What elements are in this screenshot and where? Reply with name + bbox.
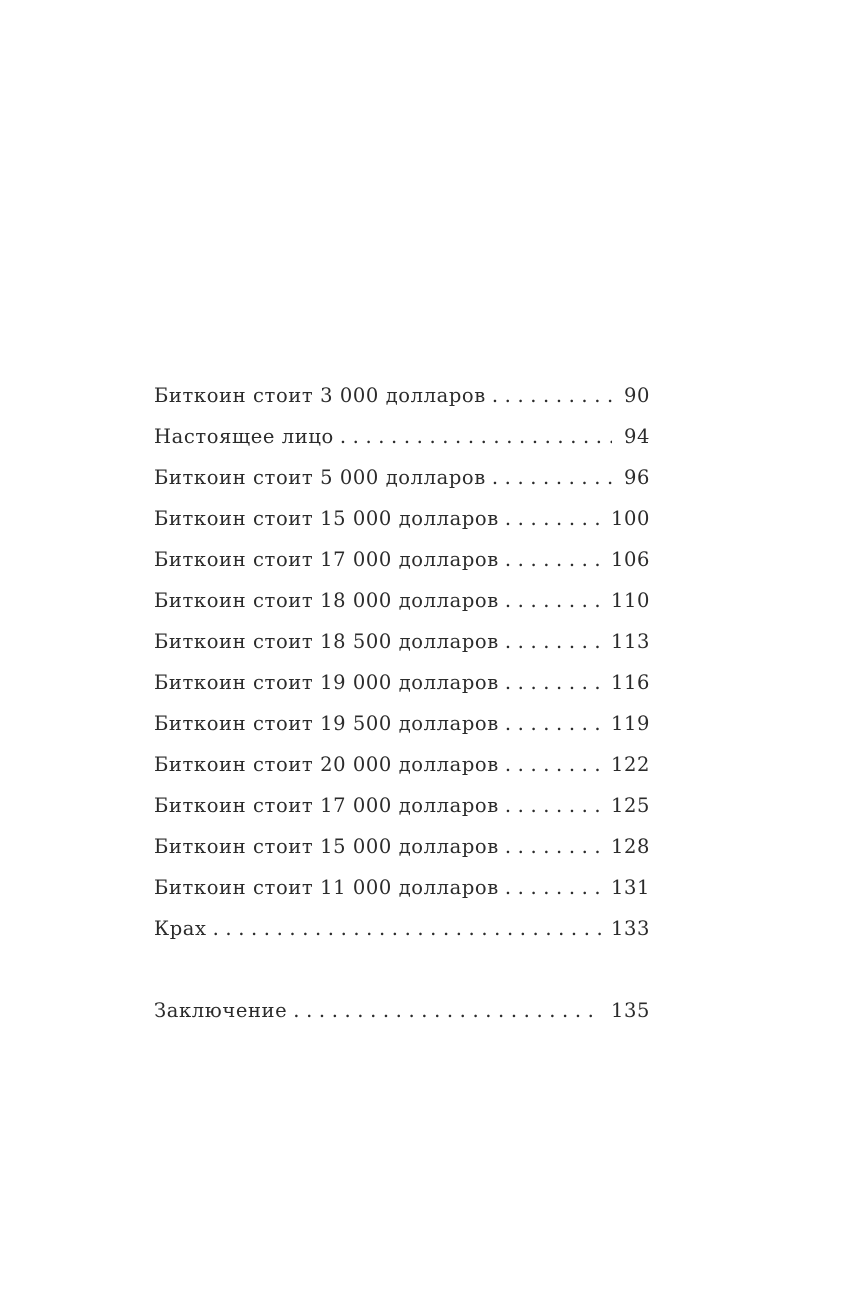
toc-dot-leader	[505, 580, 601, 621]
toc-entry-page: 116	[610, 671, 650, 694]
toc-entry-title: Биткоин стоит 5 000 долларов	[154, 466, 486, 489]
toc-entry-page: 135	[610, 999, 650, 1022]
toc-entry-title: Биткоин стоит 3 000 долларов	[154, 384, 486, 407]
toc-entry-title: Биткоин стоит 11 000 долларов	[154, 876, 499, 899]
toc-entry-title: Крах	[154, 917, 207, 940]
toc-entry-title: Биткоин стоит 17 000 долларов	[154, 794, 499, 817]
toc-entry-page: 100	[610, 507, 650, 530]
toc-dot-leader	[505, 703, 601, 744]
toc-entry	[154, 990, 650, 1031]
toc-dot-leader	[505, 539, 601, 580]
toc-entry	[154, 498, 650, 539]
toc-entry	[154, 621, 650, 662]
toc-entry-page: 119	[610, 712, 650, 735]
toc-dot-leader	[213, 908, 601, 949]
toc-dot-leader	[340, 416, 612, 457]
toc-entry-title: Биткоин стоит 15 000 долларов	[154, 507, 499, 530]
toc-entry	[154, 416, 650, 457]
toc-entry	[154, 867, 650, 908]
toc-entry-title: Биткоин стоит 20 000 долларов	[154, 753, 499, 776]
toc-entry	[154, 744, 650, 785]
toc-entry	[154, 375, 650, 416]
toc-entry	[154, 662, 650, 703]
table-of-contents	[154, 375, 650, 1031]
toc-entry-title: Биткоин стоит 17 000 долларов	[154, 548, 499, 571]
toc-entry	[154, 908, 650, 949]
toc-entry	[154, 539, 650, 580]
toc-entry-page: 110	[610, 589, 650, 612]
toc-entry-page: 90	[623, 384, 650, 407]
toc-entry-page: 106	[610, 548, 650, 571]
toc-dot-leader	[492, 457, 612, 498]
toc-dot-leader	[505, 621, 601, 662]
toc-entry-page: 96	[623, 466, 650, 489]
toc-entry-page: 133	[610, 917, 650, 940]
toc-entry-title: Биткоин стоит 15 000 долларов	[154, 835, 499, 858]
toc-dot-leader	[505, 826, 601, 867]
toc-entry-title: Настоящее лицо	[154, 425, 334, 448]
toc-entry	[154, 785, 650, 826]
toc-dot-leader	[505, 785, 601, 826]
toc-dot-leader	[492, 375, 612, 416]
toc-dot-leader	[505, 867, 601, 908]
toc-dot-leader	[505, 744, 601, 785]
toc-entry-page: 122	[610, 753, 650, 776]
toc-entry-page: 125	[610, 794, 650, 817]
toc-dot-leader	[505, 498, 601, 539]
toc-entry	[154, 580, 650, 621]
toc-entry	[154, 826, 650, 867]
toc-entry-title: Биткоин стоит 19 000 долларов	[154, 671, 499, 694]
toc-dot-leader	[293, 990, 601, 1031]
toc-entry-page: 131	[610, 876, 650, 899]
toc-entry	[154, 703, 650, 744]
toc-entry-title: Биткоин стоит 18 500 долларов	[154, 630, 499, 653]
toc-entry-page: 113	[610, 630, 650, 653]
toc-entry-page: 128	[610, 835, 650, 858]
toc-entry-title: Заключение	[154, 999, 288, 1022]
toc-entry-page: 94	[623, 425, 650, 448]
toc-entry-title: Биткоин стоит 19 500 долларов	[154, 712, 499, 735]
toc-entry-title: Биткоин стоит 18 000 долларов	[154, 589, 499, 612]
toc-entry	[154, 457, 650, 498]
toc-dot-leader	[505, 662, 601, 703]
